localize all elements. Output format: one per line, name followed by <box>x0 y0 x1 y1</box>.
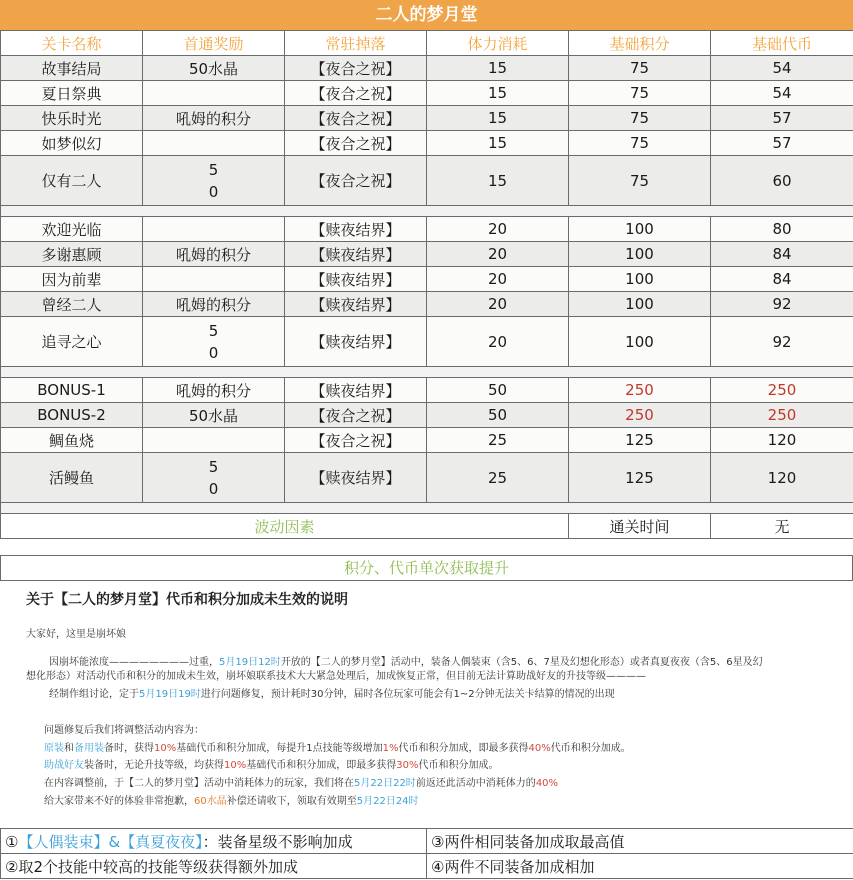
notice-p1-line1: 因崩坏能浓度————————过重，5月19日12时开放的【二人的梦月堂】活动中，装备人偶装束（含5、6、7星及幻想化形态）或者真夏夜夜（含5、6星及幻 <box>49 657 763 668</box>
cell-drop: 【赎夜结界】 <box>285 242 427 267</box>
table-row <box>1 267 853 292</box>
cell-stage-name: 曾经二人 <box>1 292 143 317</box>
cell-points: 75 <box>569 156 711 206</box>
cell-drop: 【赎夜结界】 <box>285 378 427 403</box>
cell-stage-name: 夏日祭典 <box>1 81 143 106</box>
cell-tokens: 54 <box>711 56 853 81</box>
cell-points: 100 <box>569 267 711 292</box>
notice-greeting: 大家好，这里是崩坏娘 <box>26 629 126 640</box>
table-row <box>1 106 853 131</box>
cell-points: 250 <box>569 403 711 428</box>
cell-stamina: 50 <box>427 378 569 403</box>
table-row <box>1 81 853 106</box>
cell-stage-name: BONUS-2 <box>1 403 143 428</box>
table-row <box>1 292 853 317</box>
cell-stage-name: 活鳗鱼 <box>1 453 143 503</box>
cell-stage-name: 欢迎光临 <box>1 217 143 242</box>
cell-first-clear: 50水晶 <box>143 56 285 81</box>
sheet-title: 二人的梦月堂 <box>0 0 853 31</box>
notice-p4: 原装和备用装备时，获得10%基础代币和积分加成，每提升1点技能等级增加1%代币和积分加成，即最多获得40%代币和积分加成。 <box>44 743 631 754</box>
cell-stamina: 20 <box>427 217 569 242</box>
notice-p5: 助战好友装备时，无论升技等级，均获得10%基础代币和积分加成，即最多获得30%代币和积分加成。 <box>44 760 499 771</box>
cell-tokens: 120 <box>711 453 853 503</box>
table-row <box>1 403 853 428</box>
cell-tokens: 120 <box>711 428 853 453</box>
cell-drop: 【夜合之祝】 <box>285 428 427 453</box>
cell-stamina: 20 <box>427 267 569 292</box>
cell-points: 125 <box>569 428 711 453</box>
table-row <box>1 242 853 267</box>
cell-stage-name: 快乐时光 <box>1 106 143 131</box>
cell-tokens: 84 <box>711 267 853 292</box>
cell-points: 75 <box>569 131 711 156</box>
table-row <box>1 217 853 242</box>
rule-4: ④两件不同装备加成相加 <box>427 854 853 879</box>
cell-first-clear <box>143 267 285 292</box>
cell-tokens: 250 <box>711 378 853 403</box>
cell-tokens: 57 <box>711 106 853 131</box>
cell-first-clear: 吼姆的积分 <box>143 378 285 403</box>
cell-first-clear: 50水晶 <box>143 403 285 428</box>
cell-tokens: 57 <box>711 131 853 156</box>
header-tokens: 基础代币 <box>711 31 853 56</box>
cell-first-clear <box>143 131 285 156</box>
cell-points: 100 <box>569 217 711 242</box>
cell-stamina: 50 <box>427 403 569 428</box>
notice-p6: 在内容调整前，于【二人的梦月堂】活动中消耗体力的玩家，我们将在5月22日22时前返还此活动中消耗体力的40% <box>44 778 559 789</box>
cell-tokens: 84 <box>711 242 853 267</box>
cell-drop: 【夜合之祝】 <box>285 403 427 428</box>
cell-points: 75 <box>569 56 711 81</box>
table-row <box>1 156 853 206</box>
rules-table <box>0 828 853 879</box>
header-drop: 常驻掉落 <box>285 31 427 56</box>
notice-p2: 经制作组讨论，定于5月19日19时进行问题修复，预计耗时30分钟，届时各位玩家可能会有1~2分钟无法关卡结算的情况的出现 <box>49 689 615 700</box>
notice-heading: 关于【二人的梦月堂】代币和积分加成未生效的说明 <box>26 592 348 608</box>
cell-points: 100 <box>569 292 711 317</box>
stage-table <box>0 30 853 539</box>
cell-stage-name: 如梦似幻 <box>1 131 143 156</box>
cell-stamina: 15 <box>427 156 569 206</box>
cell-points: 125 <box>569 453 711 503</box>
header-first-clear: 首通奖励 <box>143 31 285 56</box>
cell-first-clear: 5 0 <box>143 453 285 503</box>
cell-drop: 【夜合之祝】 <box>285 156 427 206</box>
group-separator <box>1 367 853 378</box>
cell-drop: 【赎夜结界】 <box>285 453 427 503</box>
cell-points: 250 <box>569 378 711 403</box>
factor-row <box>1 514 853 539</box>
notice-p7: 给大家带来不好的体验非常抱歉，60水晶补偿还请收下，领取有效期至5月22日24时 <box>44 796 419 807</box>
table-row <box>1 428 853 453</box>
cell-tokens: 250 <box>711 403 853 428</box>
cell-stamina: 20 <box>427 292 569 317</box>
cell-drop: 【夜合之祝】 <box>285 106 427 131</box>
cell-drop: 【夜合之祝】 <box>285 131 427 156</box>
cell-stamina: 20 <box>427 317 569 367</box>
cell-stamina: 15 <box>427 106 569 131</box>
cell-first-clear <box>143 81 285 106</box>
cell-drop: 【赎夜结界】 <box>285 317 427 367</box>
cell-stage-name: BONUS-1 <box>1 378 143 403</box>
header-stamina: 体力消耗 <box>427 31 569 56</box>
cell-stage-name: 仅有二人 <box>1 156 143 206</box>
cell-stage-name: 多谢惠顾 <box>1 242 143 267</box>
cell-stage-name: 故事结局 <box>1 56 143 81</box>
cell-drop: 【赎夜结界】 <box>285 217 427 242</box>
cell-stamina: 15 <box>427 81 569 106</box>
header-stage-name: 关卡名称 <box>1 31 143 56</box>
table-row <box>1 131 853 156</box>
cell-first-clear: 吼姆的积分 <box>143 106 285 131</box>
cell-stage-name: 因为前辈 <box>1 267 143 292</box>
rule-1: ①【人偶装束】&【真夏夜夜】：装备星级不影响加成 <box>1 829 427 854</box>
cell-first-clear: 吼姆的积分 <box>143 242 285 267</box>
cell-first-clear: 吼姆的积分 <box>143 292 285 317</box>
cell-points: 75 <box>569 81 711 106</box>
boost-title: 积分、代币单次获取提升 <box>0 555 853 581</box>
cell-stage-name: 鲷鱼烧 <box>1 428 143 453</box>
notice-p1-line2: 想化形态）对活动代币和积分的加成未生效，崩坏娘联系技术大大紧急处理后，加成恢复正常，但目前无法计算助战好友的升技等级———— <box>26 671 646 682</box>
table-row <box>1 453 853 503</box>
cell-stamina: 25 <box>427 428 569 453</box>
cell-drop: 【夜合之祝】 <box>285 81 427 106</box>
cell-tokens: 92 <box>711 317 853 367</box>
group-separator <box>1 206 853 217</box>
cell-points: 100 <box>569 242 711 267</box>
cell-stamina: 20 <box>427 242 569 267</box>
cell-tokens: 60 <box>711 156 853 206</box>
cell-drop: 【夜合之祝】 <box>285 56 427 81</box>
cell-points: 100 <box>569 317 711 367</box>
cell-drop: 【赎夜结界】 <box>285 267 427 292</box>
notice-image <box>0 581 853 826</box>
cell-first-clear: 5 0 <box>143 156 285 206</box>
cell-first-clear: 5 0 <box>143 317 285 367</box>
header-row <box>1 31 853 56</box>
group-separator <box>1 503 853 514</box>
cell-stamina: 15 <box>427 56 569 81</box>
cell-stamina: 15 <box>427 131 569 156</box>
cell-stage-name: 追寻之心 <box>1 317 143 367</box>
rule-2: ②取2个技能中较高的技能等级获得额外加成 <box>1 854 427 879</box>
cell-tokens: 92 <box>711 292 853 317</box>
cell-first-clear <box>143 217 285 242</box>
factor-value: 无 <box>711 514 853 539</box>
header-points: 基础积分 <box>569 31 711 56</box>
factor-label: 波动因素 <box>1 514 569 539</box>
cell-points: 75 <box>569 106 711 131</box>
factor-key: 通关时间 <box>569 514 711 539</box>
cell-stamina: 25 <box>427 453 569 503</box>
cell-first-clear <box>143 428 285 453</box>
table-row <box>1 317 853 367</box>
cell-tokens: 54 <box>711 81 853 106</box>
table-row <box>1 56 853 81</box>
cell-drop: 【赎夜结界】 <box>285 292 427 317</box>
notice-p3: 问题修复后我们将调整活动内容为： <box>44 725 204 736</box>
table-row <box>1 378 853 403</box>
cell-tokens: 80 <box>711 217 853 242</box>
rule-3: ③两件相同装备加成取最高值 <box>427 829 853 854</box>
